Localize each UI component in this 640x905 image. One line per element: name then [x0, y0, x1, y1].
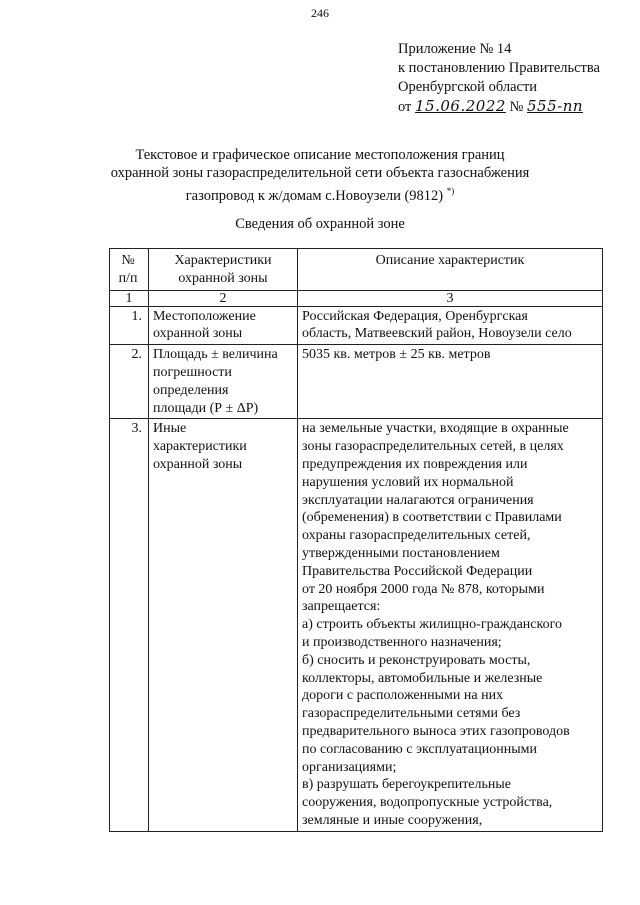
appendix-line-1: Приложение № 14 [398, 41, 512, 57]
table-row [110, 345, 603, 419]
description-line: утвержденными постановлением [302, 545, 500, 561]
table-header-row [110, 249, 603, 291]
description-line: охраны газораспределительных сетей, [302, 528, 531, 544]
description-line: коллекторы, автомобильные и железные [302, 670, 543, 686]
row-description [298, 306, 603, 345]
table-column-number-row [110, 290, 603, 306]
characteristic-line: Иные [153, 421, 187, 437]
appendix-date-line [398, 97, 600, 117]
description-line: эксплуатации налагаются ограничения [302, 492, 534, 508]
description-line: и производственного назначения; [302, 634, 502, 650]
protection-zone-table [109, 248, 603, 832]
header-col-num-line: п/п [118, 270, 138, 286]
description-line: сооружения, водопропускные устройства, [302, 795, 553, 811]
header-col-num-line: № [121, 253, 135, 268]
page-number: 246 [311, 6, 329, 20]
description-line: земляные и иные сооружения, [302, 812, 483, 828]
header-col-characteristic-line: Характеристики [174, 253, 272, 268]
appendix-line-3: Оренбургской области [398, 79, 538, 95]
characteristic-line: определения [153, 382, 229, 398]
row-number: 2. [110, 345, 149, 419]
row-characteristic [149, 306, 298, 345]
handwritten-number: 555-пп [527, 97, 584, 115]
description-line: от 20 ноября 2000 года № 878, которыми [302, 581, 545, 597]
description-line: дороги с расположенными на них [302, 688, 504, 704]
characteristic-line: характеристики [153, 439, 247, 455]
description-line: предварительного выноса этих газопроводов [302, 723, 570, 739]
characteristic-line: Площадь ± величина [153, 347, 278, 363]
title-line-3-text: газопровод к ж/домам с.Новоузели (9812) [185, 187, 444, 204]
row-description [298, 419, 603, 831]
column-number: 3 [298, 290, 603, 306]
row-characteristic [149, 419, 298, 831]
description-line: 5035 кв. метров ± 25 кв. метров [302, 347, 491, 363]
header-col-characteristic [149, 249, 298, 291]
title-line-3 [0, 182, 640, 205]
description-line: на земельные участки, входящие в охранные [302, 421, 569, 437]
header-col-characteristic-line: охранной зоны [178, 270, 268, 286]
description-line: газораспределительными сетями без [302, 706, 521, 722]
characteristic-line: охранной зоны [153, 456, 243, 472]
row-number: 3. [110, 419, 149, 831]
title-line-2: охранной зоны газораспределительной сети объекта газоснабжения [110, 165, 530, 181]
description-line: нарушения условий их нормальной [302, 474, 514, 490]
description-line: Российская Федерация, Оренбургская [302, 308, 528, 324]
header-col-num [110, 249, 149, 291]
characteristic-line: площади (Р ± ΔР) [153, 400, 259, 416]
description-line: в) разрушать берегоукрепительные [302, 777, 512, 793]
description-line: запрещается: [302, 599, 381, 615]
characteristic-line: погрешности [153, 364, 232, 380]
description-line: область, Матвеевский район, Новоузели село [302, 326, 572, 342]
section-subtitle: Сведения об охранной зоне [235, 216, 405, 232]
appendix-block [398, 40, 600, 117]
handwritten-date: 15.06.2022 [415, 97, 506, 115]
table-row [110, 306, 603, 345]
column-number: 2 [149, 290, 298, 306]
header-col-description: Описание характеристик [298, 249, 603, 291]
row-characteristic [149, 345, 298, 419]
characteristic-line: охранной зоны [153, 326, 243, 342]
number-prefix: № [509, 99, 524, 115]
footnote-mark: *) [446, 186, 455, 196]
description-line: по согласованию с эксплуатационными [302, 741, 537, 757]
date-prefix: от [398, 99, 412, 115]
description-line: (обременения) в соответствии с Правилами [302, 510, 562, 526]
appendix-line-2: к постановлению Правительства [398, 60, 600, 76]
table-row [110, 419, 603, 831]
title-line-1: Текстовое и графическое описание местоположения границ [135, 147, 505, 163]
characteristic-line: Местоположение [153, 308, 256, 324]
row-description [298, 345, 603, 419]
description-line: а) строить объекты жилищно-гражданского [302, 617, 562, 633]
row-number: 1. [110, 306, 149, 345]
description-line: зоны газораспределительных сетей, в целях [302, 439, 564, 455]
description-line: Правительства Российской Федерации [302, 563, 533, 579]
description-line: б) сносить и реконструировать мосты, [302, 652, 531, 668]
description-line: предупреждения их повреждения или [302, 456, 528, 472]
description-line: организациями; [302, 759, 397, 775]
document-title [0, 146, 640, 205]
column-number: 1 [110, 290, 149, 306]
